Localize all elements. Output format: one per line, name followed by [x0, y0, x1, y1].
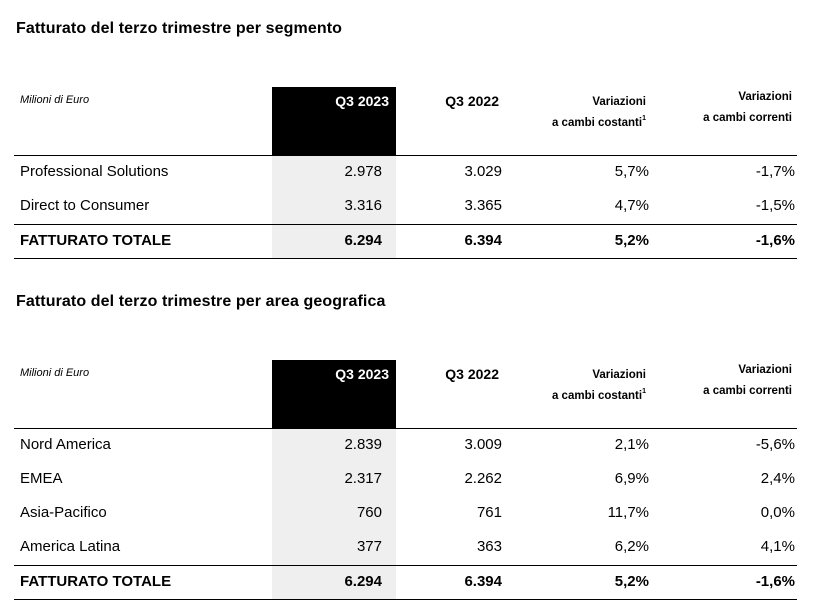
table-header: [14, 87, 797, 155]
header-var-constant: Variazioni a cambi costanti$^1$: [551, 369, 646, 402]
header-q3-2022: Q3 2022: [445, 366, 499, 382]
table-row: Direct to Consumer 3.316 3.365 4,7% -1,5%: [20, 197, 795, 214]
section-title-geographic: Fatturato del terzo trimestre per area geografica: [16, 293, 386, 310]
total-row: FATTURATO TOTALE 6.294 6.394 5,2% -1,6%: [20, 573, 795, 590]
table-row: America Latina 377 363 6,2% 4,1%: [20, 538, 795, 555]
table-row: Professional Solutions 2.978 3.029 5,7% -1,7%: [20, 163, 795, 180]
footnote-marker: 1: [642, 115, 646, 122]
table-row: Asia-Pacifico 760 761 11,7% 0,0%: [20, 504, 795, 521]
header-q3-2023: Q3 2023: [335, 93, 389, 109]
unit-label: Milioni di Euro: [20, 94, 90, 106]
header-q3-2023: Q3 2023: [335, 366, 389, 382]
table-row: EMEA 2.317 2.262 6,9% 2,4%: [20, 470, 795, 487]
table-row: Nord America 2.839 3.009 2,1% -5,6%: [20, 436, 795, 453]
segment-revenue-table: [14, 87, 797, 258]
bottom-divider: [14, 258, 797, 259]
header-q3-2022: Q3 2022: [445, 93, 499, 109]
table-header: [14, 360, 797, 428]
unit-label: Milioni di Euro: [20, 367, 90, 379]
footnote-marker: 1: [642, 388, 646, 395]
total-row: FATTURATO TOTALE 6.294 6.394 5,2% -1,6%: [20, 232, 795, 249]
header-var-constant: Variazioni a cambi costanti$^1$: [551, 96, 646, 129]
section-title-segment: Fatturato del terzo trimestre per segmento: [16, 20, 343, 37]
header-var-current: Variazioni a cambi correnti: [703, 91, 792, 124]
bottom-divider: [14, 599, 797, 600]
geographic-revenue-table: [14, 360, 797, 599]
header-var-current: Variazioni a cambi correnti: [703, 364, 792, 397]
